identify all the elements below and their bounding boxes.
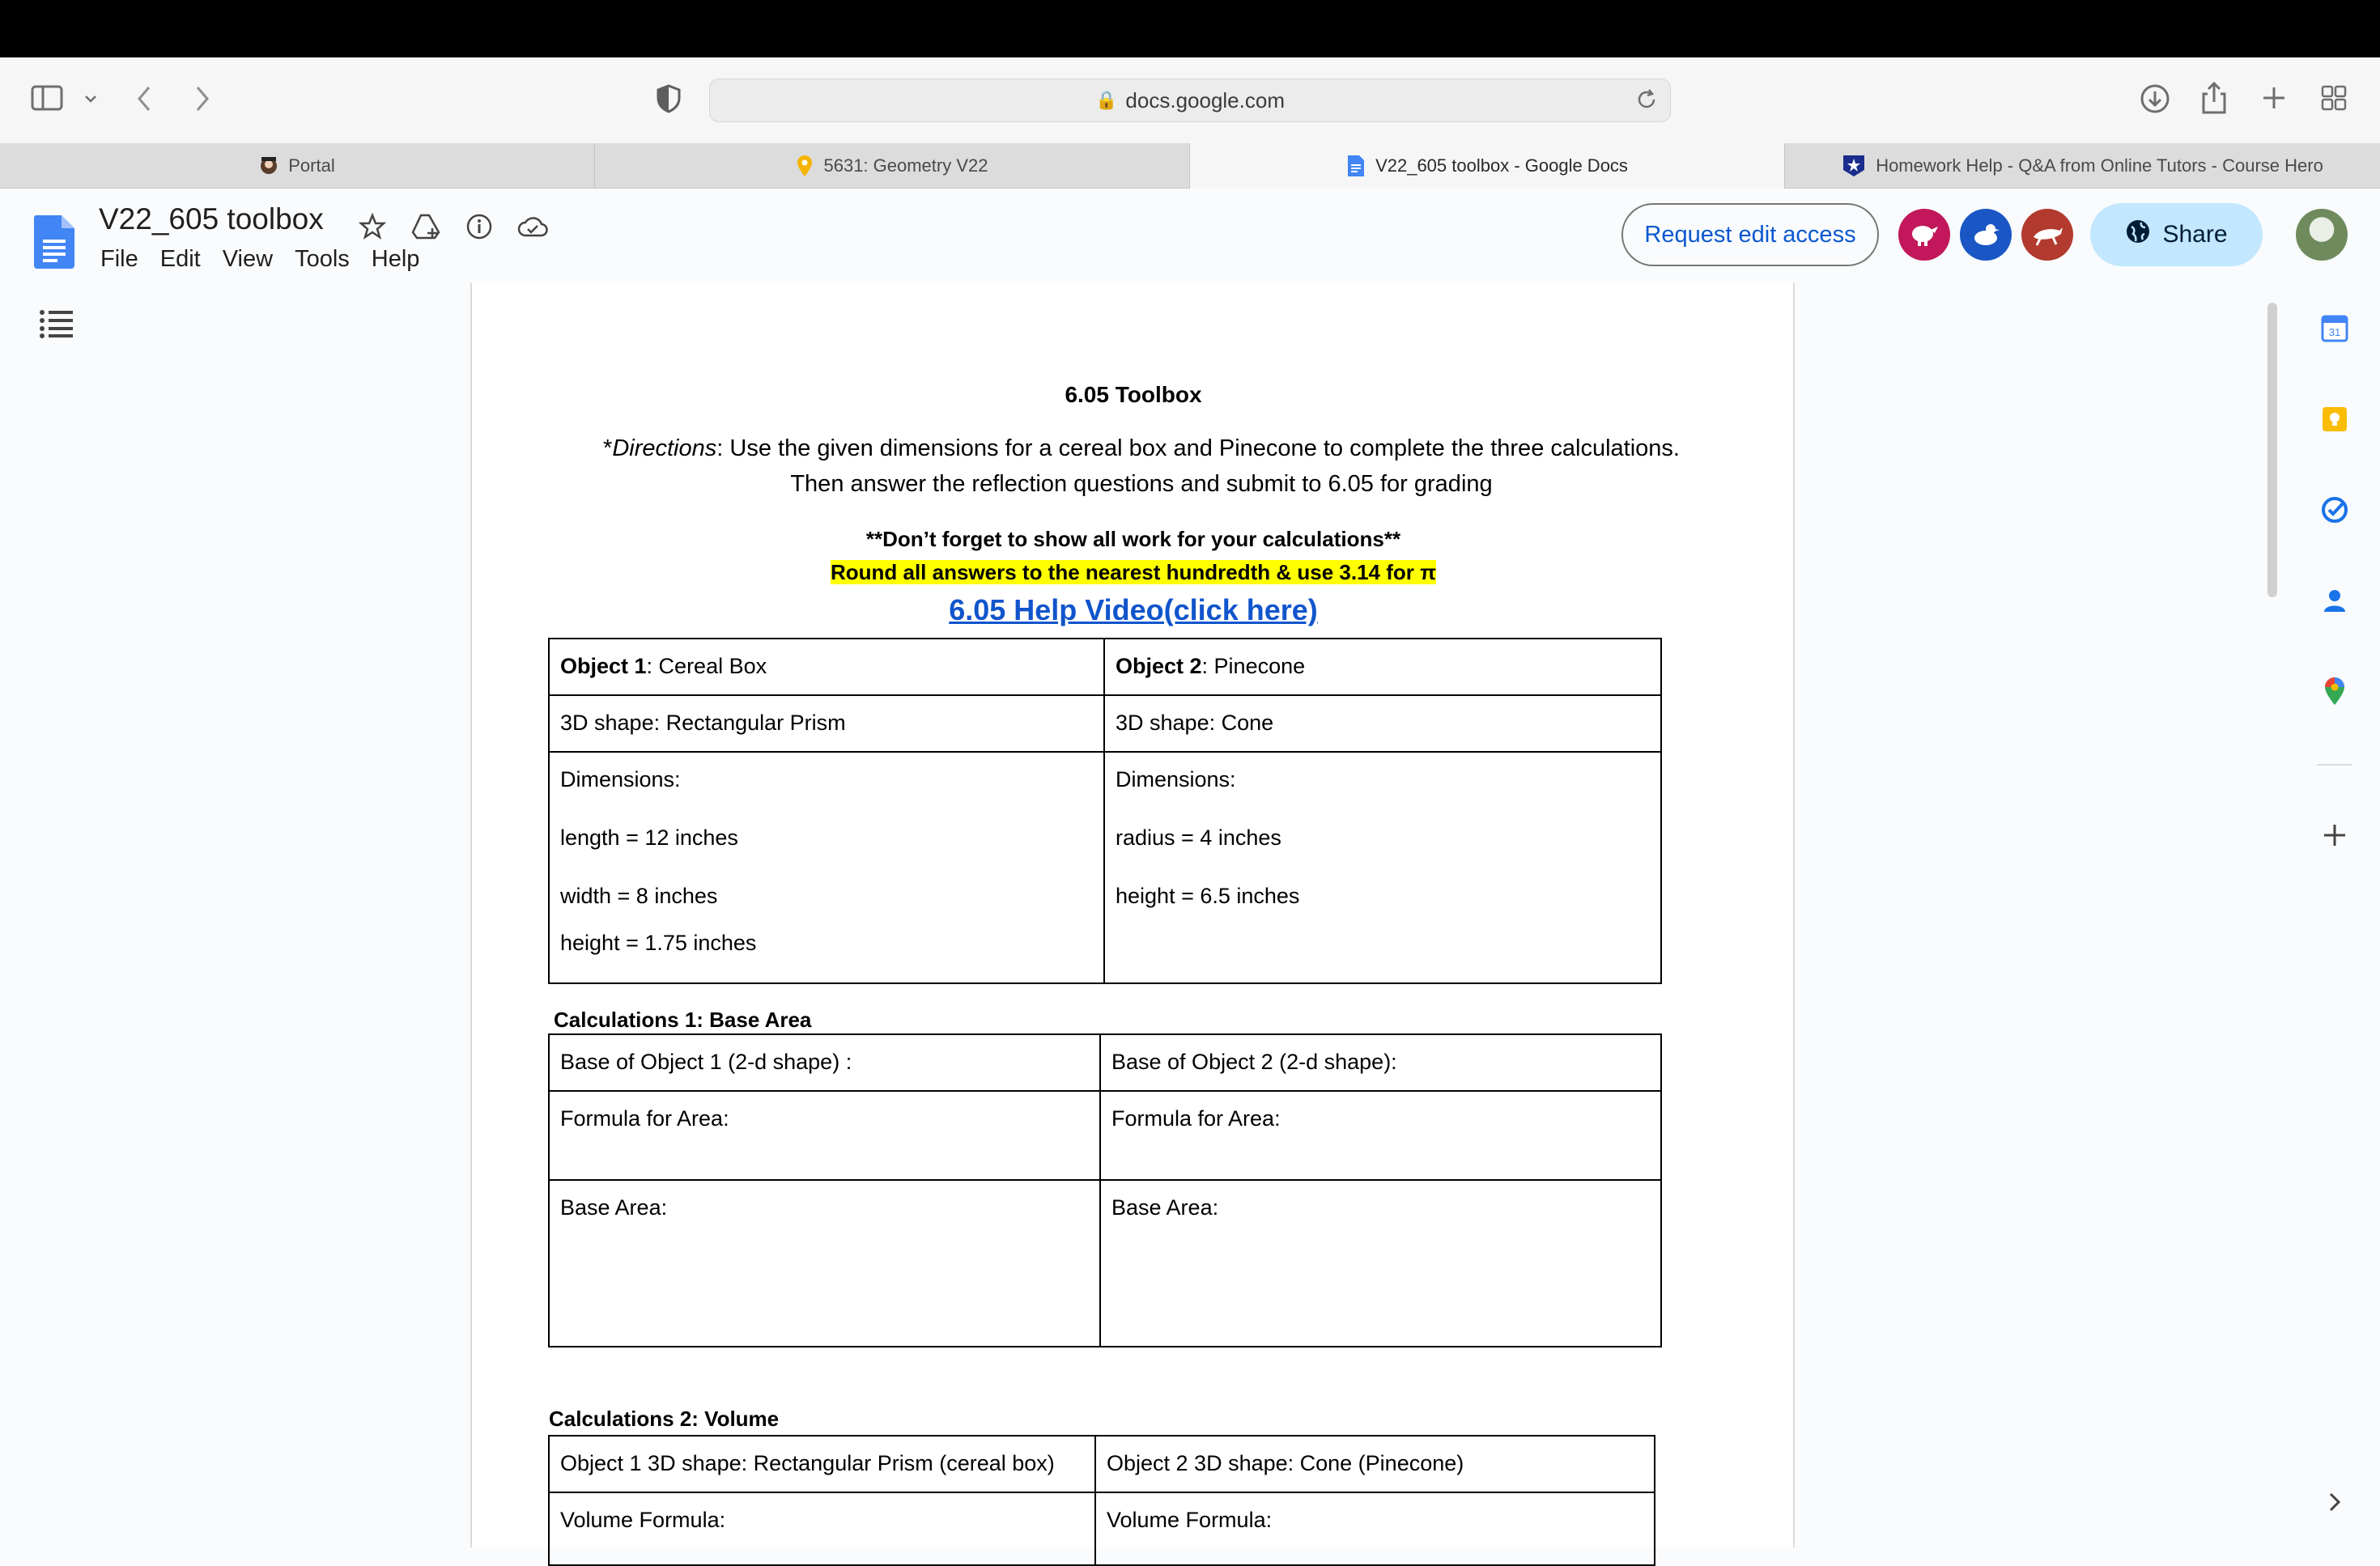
star-shield-icon bbox=[1842, 154, 1866, 178]
round-note: Round all answers to the nearest hundredth & use 3.14 for π bbox=[830, 560, 1437, 584]
table-cell[interactable]: Base of Object 1 (2-d shape) : bbox=[549, 1034, 1100, 1091]
doc-heading: 6.05 Toolbox bbox=[1065, 382, 1202, 407]
cloud-status-icon[interactable] bbox=[513, 207, 552, 246]
tab-strip bbox=[0, 143, 2380, 189]
table-cell[interactable]: 3D shape: Cone bbox=[1104, 695, 1661, 752]
table-cell[interactable]: Formula for Area: bbox=[549, 1091, 1100, 1180]
contacts-icon[interactable] bbox=[2317, 583, 2352, 618]
lock-icon: 🔒 bbox=[1095, 90, 1118, 110]
table-cell[interactable]: Dimensions: radius = 4 inches height = 6.5 inches bbox=[1104, 752, 1661, 983]
reload-icon[interactable] bbox=[1634, 87, 1659, 117]
forward-icon[interactable] bbox=[193, 84, 212, 113]
download-icon[interactable] bbox=[2139, 83, 2171, 115]
table-row bbox=[549, 1091, 1661, 1180]
docs-icon bbox=[1346, 154, 1366, 178]
back-icon[interactable] bbox=[134, 84, 154, 113]
google-docs-logo-icon[interactable] bbox=[32, 214, 76, 274]
privacy-shield-icon[interactable] bbox=[656, 84, 682, 113]
table-cell[interactable]: Volume Formula: bbox=[1095, 1492, 1655, 1565]
menu-view[interactable]: View bbox=[222, 246, 274, 272]
calc1-title: Calculations 1: Base Area bbox=[554, 1008, 812, 1032]
reminder-text: **Don’t forget to show all work for your calculations** bbox=[865, 527, 1401, 551]
tab-course-hero[interactable]: Homework Help - Q&A from Online Tutors - Course Hero bbox=[1785, 143, 2380, 189]
menu-edit[interactable]: Edit bbox=[159, 246, 201, 272]
tasks-icon[interactable] bbox=[2317, 492, 2352, 528]
title-actions bbox=[353, 207, 552, 246]
collaborator-avatar-2[interactable] bbox=[1960, 209, 2012, 261]
table-cell[interactable]: Base Area: bbox=[1100, 1180, 1661, 1347]
help-video-link[interactable]: 6.05 Help Video(click here) bbox=[949, 593, 1318, 626]
keep-icon[interactable] bbox=[2317, 401, 2352, 437]
rail-divider bbox=[2317, 764, 2352, 766]
table-cell[interactable]: Volume Formula: bbox=[549, 1492, 1095, 1565]
share-button[interactable]: Share bbox=[2090, 203, 2263, 266]
table-cell[interactable]: Object 1: Cereal Box bbox=[549, 639, 1104, 695]
menu-tools[interactable]: Tools bbox=[295, 246, 350, 272]
maps-icon[interactable] bbox=[2317, 673, 2352, 709]
tab-portal[interactable]: Portal bbox=[0, 143, 595, 189]
chevron-down-icon[interactable] bbox=[83, 91, 99, 107]
table-row bbox=[549, 639, 1661, 695]
document-title[interactable]: V22_605 toolbox bbox=[99, 202, 324, 236]
share-sheet-icon[interactable] bbox=[2200, 81, 2228, 115]
account-avatar[interactable] bbox=[2296, 209, 2348, 261]
info-icon[interactable] bbox=[460, 207, 499, 246]
table-cell[interactable]: Base Area: bbox=[549, 1180, 1100, 1347]
svg-text:31: 31 bbox=[2328, 326, 2341, 338]
tab-geometry[interactable]: 5631: Geometry V22 bbox=[595, 143, 1190, 189]
table-cell[interactable]: Formula for Area: bbox=[1100, 1091, 1661, 1180]
menu-file[interactable]: File bbox=[100, 246, 138, 272]
table-cell[interactable]: Object 2 3D shape: Cone (Pinecone) bbox=[1095, 1436, 1655, 1492]
document-outline-icon[interactable] bbox=[39, 309, 74, 342]
table-row bbox=[549, 1492, 1655, 1565]
table-row bbox=[549, 695, 1661, 752]
directions-paragraph: *Directions: Use the given dimensions for a cereal box and Pinecone to complete the three calculations. Then answer the reflection questions and submit to 6.05 for grading bbox=[603, 435, 1680, 497]
calendar-icon[interactable] bbox=[2317, 311, 2352, 346]
url-text: docs.google.com bbox=[1125, 87, 1285, 112]
table-row bbox=[549, 1034, 1661, 1091]
globe-icon bbox=[2125, 219, 2151, 251]
address-bar[interactable] bbox=[709, 79, 1671, 122]
tab-google-docs[interactable]: V22_605 toolbox - Google Docs bbox=[1190, 143, 1785, 189]
menu-bar bbox=[0, 0, 2380, 57]
table-cell[interactable]: Dimensions: length = 12 inches width = 8 inches height = 1.75 inches bbox=[549, 752, 1104, 983]
new-tab-icon[interactable] bbox=[2260, 84, 2288, 112]
document-scrollbar[interactable] bbox=[2267, 303, 2277, 597]
request-edit-access-button[interactable]: Request edit access bbox=[1621, 203, 1879, 266]
table-row bbox=[549, 1180, 1661, 1347]
base-area-table bbox=[548, 1033, 1662, 1347]
table-cell[interactable]: Object 2: Pinecone bbox=[1104, 639, 1661, 695]
pin-icon bbox=[796, 155, 814, 177]
objects-table bbox=[548, 638, 1662, 984]
add-addon-icon[interactable] bbox=[2317, 817, 2352, 853]
table-cell[interactable]: 3D shape: Rectangular Prism bbox=[549, 695, 1104, 752]
volume-table bbox=[548, 1435, 1655, 1566]
calc2-title: Calculations 2: Volume bbox=[549, 1407, 780, 1431]
docs-menu bbox=[100, 246, 441, 273]
portal-icon bbox=[259, 155, 278, 176]
tab-overview-icon[interactable] bbox=[2320, 84, 2348, 112]
collaborator-avatar-1[interactable] bbox=[1898, 209, 1950, 261]
table-row bbox=[549, 1436, 1655, 1492]
table-cell[interactable]: Base of Object 2 (2-d shape): bbox=[1100, 1034, 1661, 1091]
collaborator-avatar-3[interactable] bbox=[2021, 209, 2073, 261]
table-cell[interactable]: Object 1 3D shape: Rectangular Prism (cereal box) bbox=[549, 1436, 1095, 1492]
star-icon[interactable] bbox=[353, 207, 392, 246]
expand-panel-icon[interactable] bbox=[2317, 1484, 2352, 1520]
sidebar-toggle-icon[interactable] bbox=[31, 84, 65, 113]
menu-help[interactable]: Help bbox=[371, 246, 420, 272]
table-row bbox=[549, 752, 1661, 983]
move-to-drive-icon[interactable] bbox=[406, 207, 445, 246]
